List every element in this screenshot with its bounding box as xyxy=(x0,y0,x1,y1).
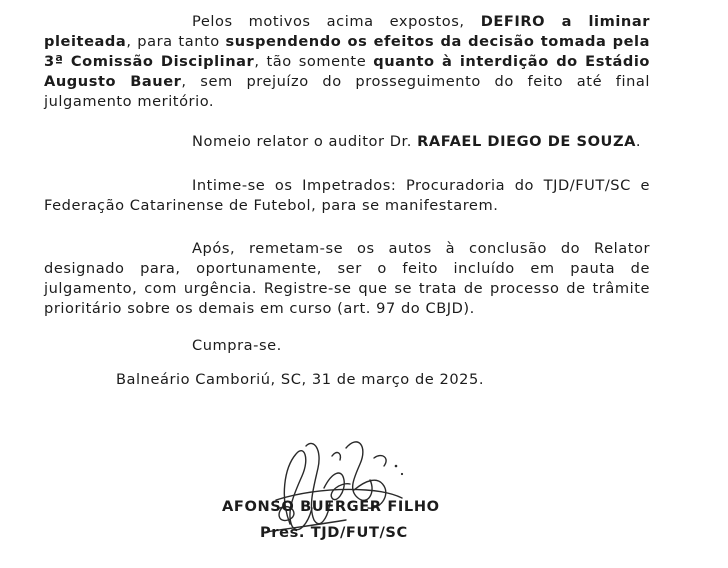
signatory-role: Pres. TJD/FUT/SC xyxy=(260,524,408,541)
signatory-name: AFONSO BUERGER FILHO xyxy=(222,498,440,515)
rapporteur-paragraph xyxy=(44,132,650,152)
decision-text-7: , sem prejuízo do prosseguimento do feito até final julgamento meritório. xyxy=(44,73,650,110)
referral-paragraph: Após, remetam-se os autos à conclusão do Relator designado para, oportunamente, ser o feito incluído em pauta de julgamento, com urgência. Registre-se que se trata de processo de trâmite prioritário sobre os demais em curso (art. 97 do CBJD). xyxy=(44,240,650,317)
rapporteur-text-1: Nomeio relator o auditor Dr. xyxy=(192,133,418,150)
decision-paragraph xyxy=(44,12,650,112)
place-and-date: Balneário Camboriú, SC, 31 de março de 2025. xyxy=(116,371,485,388)
rapporteur-name: RAFAEL DIEGO DE SOUZA xyxy=(417,133,636,150)
decision-text-3: , para tanto xyxy=(126,33,226,50)
decision-text-5: , tão somente xyxy=(254,53,374,70)
decision-text-4: suspendendo os efeitos da decisão tomada pela 3ª Comissão Disciplinar xyxy=(44,33,651,70)
decision-text-1: Pelos motivos acima expostos, xyxy=(192,13,481,30)
closing-directive: Cumpra-se. xyxy=(192,337,282,354)
rapporteur-text-3: . xyxy=(635,133,642,150)
decision-text-2: DEFIRO a liminar pleiteada xyxy=(44,13,650,50)
summons-paragraph: Intime-se os Impetrados: Procuradoria do TJD/FUT/SC e Federação Catarinense de Futebol, para se manifestarem. xyxy=(44,177,650,214)
document-body xyxy=(44,12,650,390)
decision-text-6: quanto à interdição do Estádio Augusto Bauer xyxy=(44,53,650,90)
